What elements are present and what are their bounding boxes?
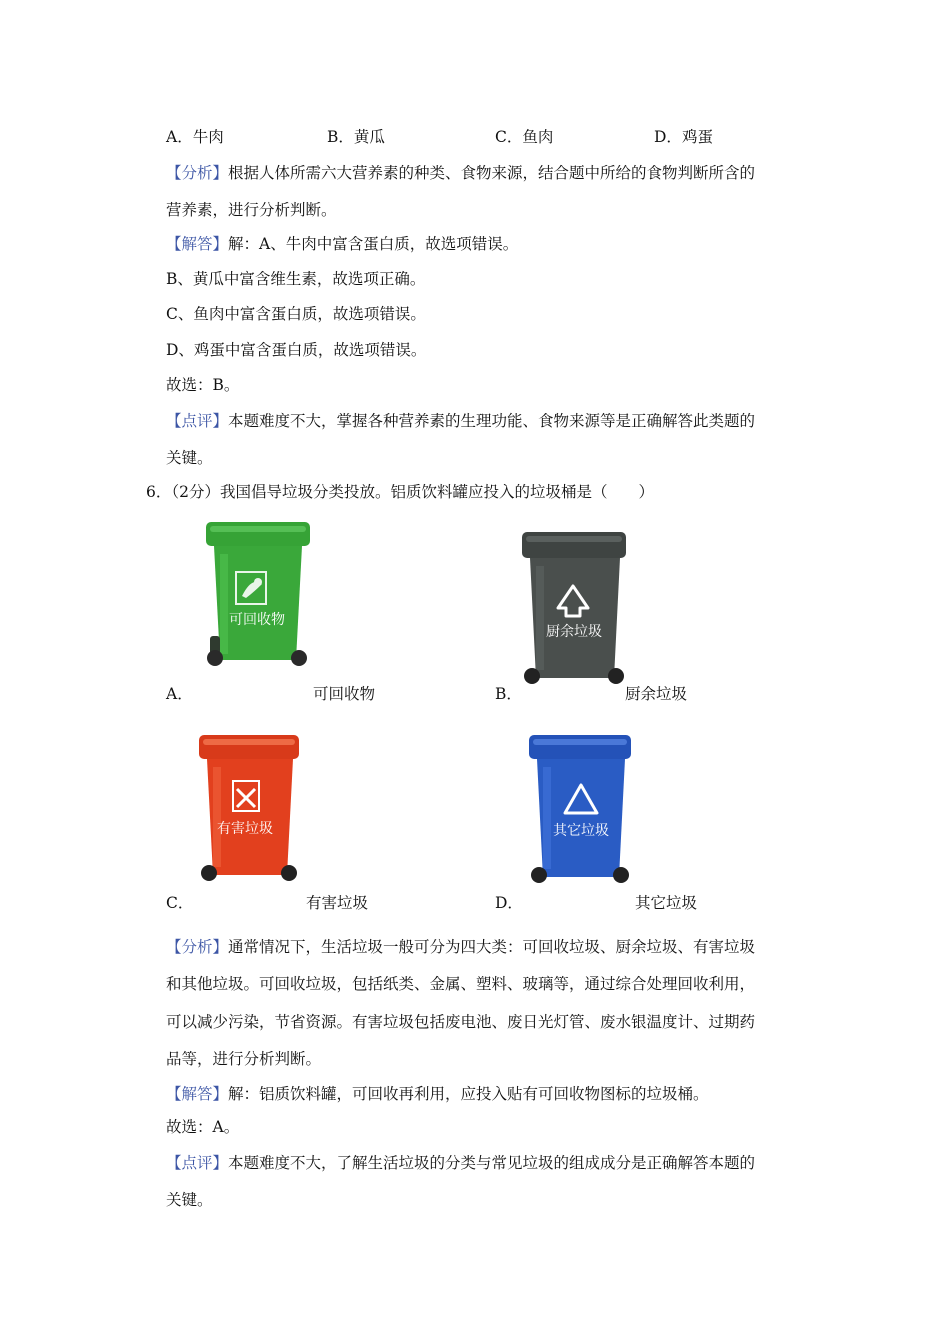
q6-option-d-letter: D． — [495, 894, 523, 912]
comment-tag: 【点评】 — [166, 412, 229, 430]
q5-option-a: A．牛肉 — [166, 128, 224, 146]
q5-analysis-line-1: 【分析】根据人体所需六大营养素的种类、食物来源，结合题中所给的食物判断所含的 — [166, 164, 756, 182]
q5-option-b: B．黄瓜 — [327, 128, 385, 146]
q6-question: 6．（2分）我国倡导垃圾分类投放。铝质饮料罐应投入的垃圾桶是（ ） — [146, 483, 654, 501]
other-waste-bin-image — [525, 733, 637, 888]
q6-analysis-line-4: 品等，进行分析判断。 — [166, 1050, 322, 1068]
comment-tag: 【点评】 — [166, 1154, 229, 1172]
bin-label-hazardous: 有害垃圾 — [217, 820, 273, 836]
q5-option-d: D．鸡蛋 — [654, 128, 713, 146]
q6-option-c-text: 有害垃圾 — [306, 894, 369, 912]
q6-option-a-letter: A． — [166, 685, 193, 703]
q6-choice: 故选：A。 — [166, 1118, 240, 1136]
q6-comment-line-1: 【点评】本题难度不大，了解生活垃圾的分类与常见垃圾的组成成分是正确解答本题的 — [166, 1154, 756, 1172]
q5-answer-line-1: 【解答】解：A、牛肉中富含蛋白质，故选项错误。 — [166, 235, 519, 253]
q6-option-c-letter: C． — [166, 894, 194, 912]
bin-label-kitchen: 厨余垃圾 — [546, 623, 602, 639]
q6-option-d-text: 其它垃圾 — [635, 894, 698, 912]
q6-option-b-letter: B． — [495, 685, 522, 703]
q5-choice: 故选：B。 — [166, 376, 240, 394]
bin-label-recyclable: 可回收物 — [229, 611, 285, 627]
recyclable-bin-image — [200, 518, 320, 674]
kitchen-waste-bin-image — [518, 530, 633, 690]
hazardous-bin-image — [195, 733, 305, 888]
analysis-tag: 【分析】 — [166, 938, 229, 956]
answer-tag: 【解答】 — [166, 235, 229, 253]
q5-answer-line-3: C、鱼肉中富含蛋白质，故选项错误。 — [166, 305, 426, 323]
q5-answer-line-4: D、鸡蛋中富含蛋白质，故选项错误。 — [166, 341, 427, 359]
q6-analysis-line-1: 【分析】通常情况下，生活垃圾一般可分为四大类：可回收垃圾、厨余垃圾、有害垃圾 — [166, 938, 756, 956]
q5-analysis-line-2: 营养素，进行分析判断。 — [166, 201, 337, 219]
q6-option-a-text: 可回收物 — [313, 685, 376, 703]
q5-answer-line-2: B、黄瓜中富含维生素，故选项正确。 — [166, 270, 426, 288]
q6-analysis-line-2: 和其他垃圾。可回收垃圾，包括纸类、金属、塑料、玻璃等，通过综合处理回收利用， — [166, 975, 756, 993]
q6-answer-line-1: 【解答】解：铝质饮料罐，可回收再利用，应投入贴有可回收物图标的垃圾桶。 — [166, 1085, 709, 1103]
q5-option-c: C．鱼肉 — [495, 128, 554, 146]
q6-comment-line-2: 关键。 — [166, 1191, 213, 1209]
bin-label-other: 其它垃圾 — [553, 822, 609, 838]
q6-analysis-line-3: 可以减少污染，节省资源。有害垃圾包括废电池、废日光灯管、废水银温度计、过期药 — [166, 1013, 756, 1031]
q5-comment-line-1: 【点评】本题难度不大，掌握各种营养素的生理功能、食物来源等是正确解答此类题的 — [166, 412, 756, 430]
answer-tag: 【解答】 — [166, 1085, 229, 1103]
q6-option-b-text: 厨余垃圾 — [625, 685, 688, 703]
analysis-tag: 【分析】 — [166, 164, 229, 182]
q5-comment-line-2: 关键。 — [166, 449, 213, 467]
